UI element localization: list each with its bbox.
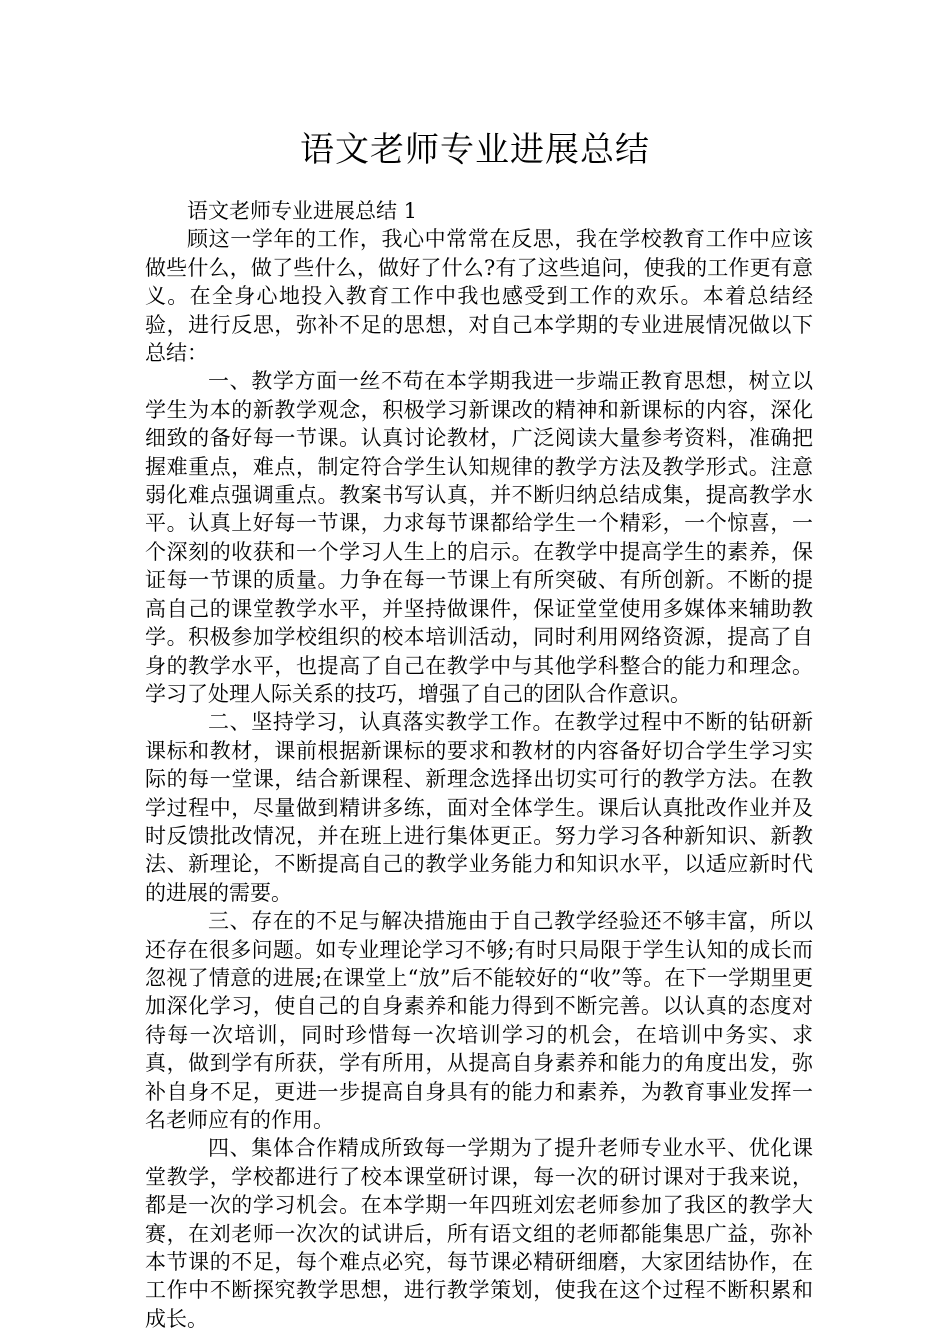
document-body <box>145 197 813 1333</box>
document-title: 语文老师专业进展总结 <box>300 130 650 170</box>
paragraph-intro: 顾这一学年的工作，我心中常常在反思，我在学校教育工作中应该做些什么，做了些什么，做好了什么?有了这些追问，使我的工作更有意义。在全身心地投入教育工作中我也感受到工作的欢乐。本着总结经验，进行反思，弥补不足的思想，对自己本学期的专业进展情况做以下总结： <box>145 227 813 366</box>
paragraph-section-1: 一、教学方面一丝不苟在本学期我进一步端正教育思想，树立以学生为本的新教学观念，积极学习新课改的精神和新课标的内容，深化细致的备好每一节课。认真讨论教材，广泛阅读大量参考资料，准确把握难重点，难点，制定符合学生认知规律的教学方法及教学形式。注意弱化难点强调重点。教案书写认真，并不断归纳总结成集，提高教学水平。认真上好每一节课，力求每节课都给学生一个精彩，一个惊喜，一个深刻的收获和一个学习人生上的启示。在教学中提高学生的素养，保证每一节课的质量。力争在每一节课上有所突破、有所创新。不断的提高自己的课堂教学水平，并坚持做课件，保证堂堂使用多媒体来辅助教学。积极参加学校组织的校本培训活动，同时利用网络资源，提高了自身的教学水平，也提高了自己在教学中与其他学科整合的能力和理念。学习了处理人际关系的技巧，增强了自己的团队合作意识。 <box>145 369 813 706</box>
paragraph-section-4: 四、集体合作精成所致每一学期为了提升老师专业水平、优化课堂教学，学校都进行了校本课堂研讨课，每一次的研讨课对于我来说，都是一次的学习机会。在本学期一年四班刘宏老师参加了我区的教学大赛，在刘老师一次次的试讲后，所有语文组的老师都能集思广益，弥补本节课的不足，每个难点必究，每节课必精研细磨，大家团结协作，在工作中不断探究教学思想，进行教学策划，使我在这个过程不断积累和成长。 <box>145 1136 813 1331</box>
paragraph-section-2: 二、坚持学习，认真落实教学工作。在教学过程中不断的钻研新课标和教材，课前根据新课标的要求和教材的内容备好切合学生学习实际的每一堂课，结合新课程、新理念选择出切实可行的教学方法。在教学过程中，尽量做到精讲多练，面对全体学生。课后认真批改作业并及时反馈批改情况，并在班上进行集体更正。努力学习各种新知识、新教法、新理论，不断提高自己的教学业务能力和知识水平，以适应新时代的进展的需要。 <box>145 710 813 905</box>
paragraph-section-3: 三、存在的不足与解决措施由于自己教学经验还不够丰富，所以还存在很多问题。如专业理论学习不够;有时只局限于学生认知的成长而忽视了情意的进展;在课堂上“放”后不能较好的“收”等。在下一学期里更加深化学习，使自己的自身素养和能力得到不断完善。以认真的态度对待每一次培训，同时珍惜每一次培训学习的机会，在培训中务实、求真，做到学有所获，学有所用，从提高自身素养和能力的角度出发，弥补自身不足，更进一步提高自身具有的能力和素养，为教育事业发挥一名老师应有的作用。 <box>145 909 813 1132</box>
section-heading: 语文老师专业进展总结 1 <box>187 199 418 223</box>
